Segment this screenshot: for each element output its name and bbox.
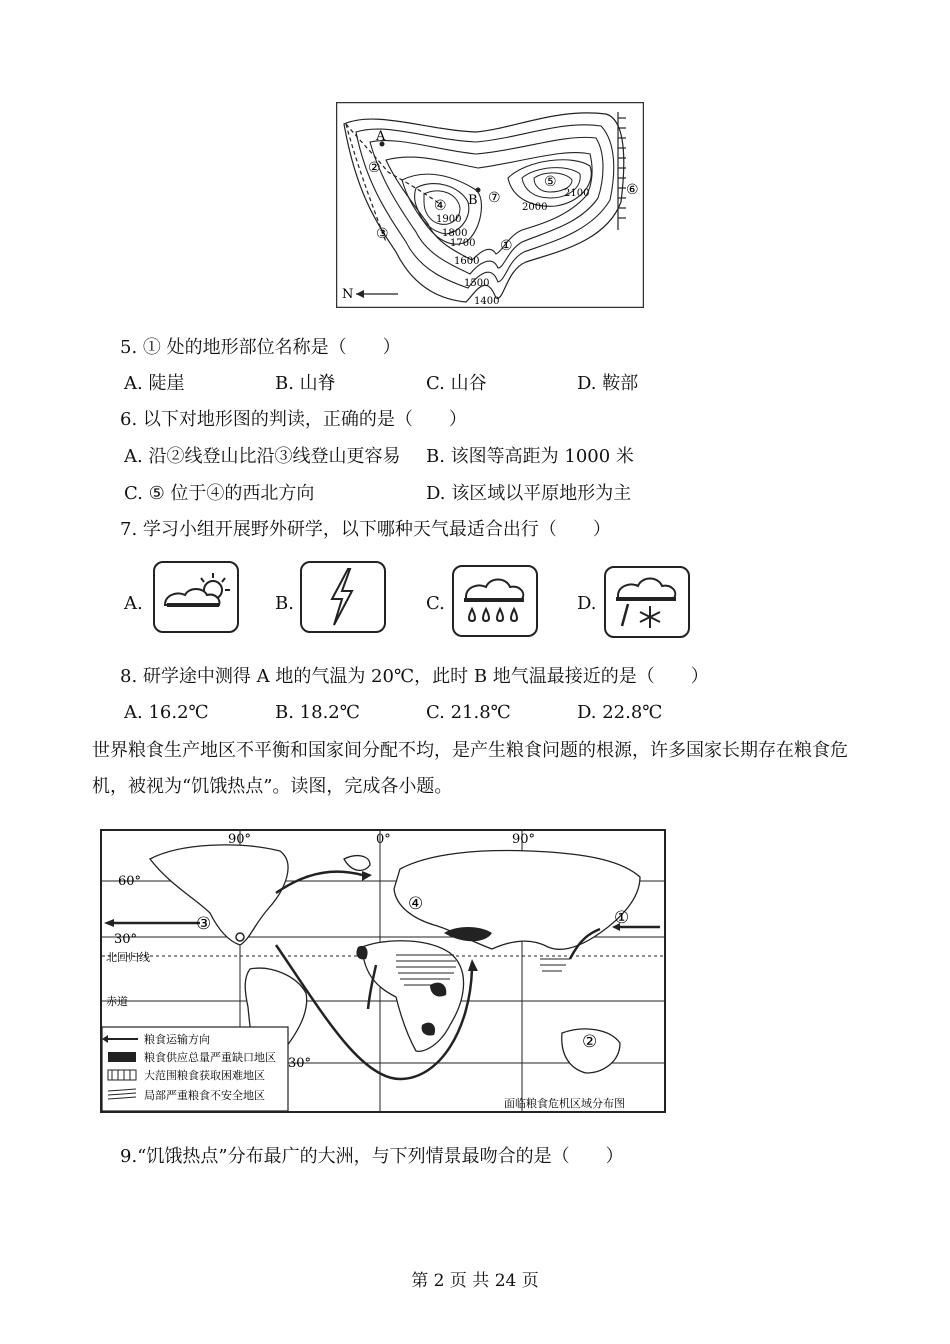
lightning-icon[interactable] bbox=[300, 561, 386, 633]
lon-90w-label: 90° bbox=[228, 832, 252, 847]
q6-option-b[interactable]: B. 该图等高距为 1000 米 bbox=[426, 446, 634, 467]
contour-label: 2100 bbox=[564, 188, 590, 199]
contour-label: 1600 bbox=[454, 256, 480, 267]
sleet-icon[interactable] bbox=[604, 566, 690, 638]
legend-access-difficulty: 大范围粮食获取困难地区 bbox=[144, 1069, 265, 1082]
equator-label: 赤道 bbox=[106, 995, 128, 1008]
q8-option-d[interactable]: D. 22.8℃ bbox=[577, 702, 663, 723]
mark-5: ⑤ bbox=[544, 174, 557, 190]
legend-severe-shortage: 粮食供应总量严重缺口地区 bbox=[144, 1051, 276, 1064]
mark-7: ⑦ bbox=[488, 190, 501, 206]
q7-option-b[interactable]: B. bbox=[275, 593, 294, 614]
q9-stem: 9.“饥饿热点”分布最广的大洲，与下列情景最吻合的是（ ） bbox=[120, 1146, 624, 1167]
tropic-label: 北回归线 bbox=[106, 951, 150, 964]
q8-option-c[interactable]: C. 21.8℃ bbox=[426, 702, 511, 723]
q7-option-c[interactable]: C. bbox=[426, 593, 445, 614]
lon-0-label: 0° bbox=[376, 832, 391, 847]
passage-text: 世界粮食生产地区不平衡和国家间分配不均，是产生粮食问题的根源，许多国家长期存在粮食危机，被视为“饥饿热点”。读图，完成各小题。 bbox=[92, 740, 848, 797]
point-a-label: A bbox=[376, 129, 386, 144]
rain-cloud-icon[interactable] bbox=[452, 565, 538, 637]
q8-option-a[interactable]: A. 16.2℃ bbox=[124, 702, 209, 723]
q6-option-c[interactable]: C. ⑤ 位于④的西北方向 bbox=[124, 483, 315, 504]
legend-transport: 粮食运输方向 bbox=[144, 1033, 210, 1046]
region-4-label: ④ bbox=[408, 894, 424, 914]
north-label: N bbox=[342, 287, 354, 302]
mark-2: ② bbox=[368, 160, 381, 176]
q6-option-d[interactable]: D. 该区域以平原地形为主 bbox=[426, 483, 632, 504]
contour-label: 1900 bbox=[436, 214, 462, 225]
contour-label: 1500 bbox=[464, 278, 490, 289]
region-2-label: ② bbox=[582, 1032, 598, 1052]
q7-stem: 7. 学习小组开展野外研学，以下哪种天气最适合出行（ ） bbox=[120, 519, 611, 540]
region-1-label: ① bbox=[614, 908, 630, 928]
topographic-map bbox=[336, 102, 644, 308]
mark-1: ① bbox=[500, 238, 513, 254]
lat-60-label: 60° bbox=[118, 874, 142, 889]
q8-stem: 8. 研学途中测得 A 地的气温为 20℃，此时 B 地气温最接近的是（ ） bbox=[120, 666, 709, 687]
q5-option-a[interactable]: A. 陡崖 bbox=[124, 373, 185, 394]
q5-option-b[interactable]: B. 山脊 bbox=[275, 373, 336, 394]
region-3-label: ③ bbox=[196, 914, 212, 934]
q6-stem: 6. 以下对地形图的判读，正确的是（ ） bbox=[120, 409, 467, 430]
mark-3: ③ bbox=[376, 226, 389, 242]
lat-30n-label: 30° bbox=[114, 932, 138, 947]
mark-6: ⑥ bbox=[626, 182, 639, 198]
contour-label: 1800 bbox=[442, 228, 468, 239]
q5-option-d[interactable]: D. 鞍部 bbox=[577, 373, 639, 394]
page-footer: 第 2 页 共 24 页 bbox=[411, 1271, 539, 1291]
lon-90e-label: 90° bbox=[512, 832, 536, 847]
point-b-label: B bbox=[468, 193, 478, 208]
contour-label: 1700 bbox=[450, 238, 476, 249]
q7-option-a[interactable]: A. bbox=[124, 593, 143, 614]
legend-local-insecurity: 局部严重粮食不安全地区 bbox=[144, 1089, 265, 1102]
contour-label: 2000 bbox=[522, 202, 548, 213]
partly-cloudy-icon[interactable] bbox=[153, 561, 239, 633]
q8-option-b[interactable]: B. 18.2℃ bbox=[275, 702, 360, 723]
q5-option-c[interactable]: C. 山谷 bbox=[426, 373, 487, 394]
q6-option-a[interactable]: A. 沿②线登山比沿③线登山更容易 bbox=[124, 446, 401, 467]
q7-option-d[interactable]: D. bbox=[577, 593, 597, 614]
lat-30s-label: 30° bbox=[288, 1056, 312, 1071]
map-caption: 面临粮食危机区域分布图 bbox=[504, 1097, 625, 1110]
mark-4: ④ bbox=[434, 198, 447, 214]
contour-label: 1400 bbox=[474, 296, 500, 307]
q5-stem: 5. ① 处的地形部位名称是（ ） bbox=[120, 337, 401, 358]
world-food-crisis-map bbox=[100, 829, 666, 1113]
